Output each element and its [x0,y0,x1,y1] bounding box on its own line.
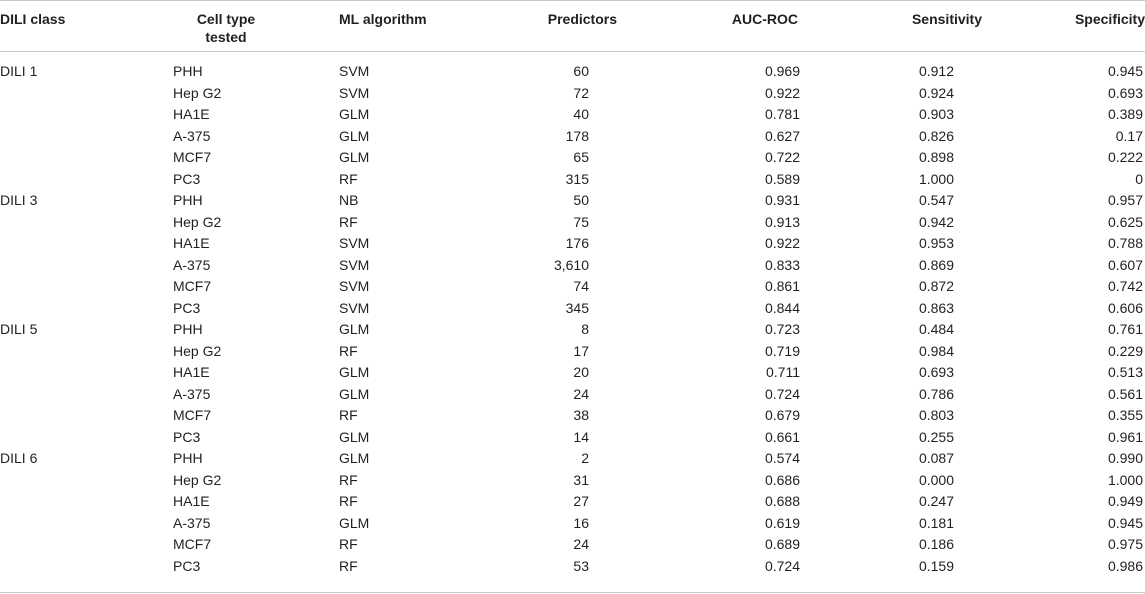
cell-cell-type: HA1E [173,364,210,380]
header-cell-type-line1: Cell type [196,11,256,27]
header-ml-algorithm: ML algorithm [339,1,506,52]
table-row [0,147,1145,169]
cell-sensitivity: 0.000 [918,471,954,488]
cell-sensitivity: 0.869 [918,256,954,273]
cell-specificity: 0 [1135,170,1143,187]
cell-dili-class [0,169,173,191]
table-row [0,427,1145,449]
cell-dili-class: DILI 3 [0,192,38,208]
cell-predictors: 8 [581,321,589,337]
cell-ml-algorithm: SVM [339,278,370,294]
cell-sensitivity: 0.693 [918,364,954,380]
cell-specificity: 0.389 [1107,106,1143,122]
cell-specificity: 0.693 [1107,84,1143,101]
cell-sensitivity: 0.953 [918,235,954,251]
cell-specificity: 0.957 [1107,192,1143,208]
cell-dili-class [0,534,173,556]
cell-cell-type: Hep G2 [173,84,222,101]
cell-ml-algorithm: GLM [339,106,370,122]
cell-dili-class [0,126,173,148]
cell-ml-algorithm: NB [339,192,359,208]
cell-sensitivity: 0.186 [918,536,954,552]
cell-ml-algorithm: RF [339,493,358,509]
cell-predictors: 24 [573,385,589,402]
cell-ml-algorithm: RF [339,557,358,574]
cell-predictors: 345 [565,299,589,316]
cell-ml-algorithm: GLM [339,385,370,402]
cell-cell-type: Hep G2 [173,342,222,359]
cell-cell-type: HA1E [173,106,210,122]
cell-auc-roc: 0.719 [764,342,800,359]
cell-cell-type: MCF7 [173,278,212,294]
cell-specificity: 0.606 [1107,299,1143,316]
cell-cell-type: PC3 [173,170,201,187]
cell-specificity: 0.561 [1107,385,1143,402]
cell-sensitivity: 0.547 [918,192,954,208]
cell-ml-algorithm: RF [339,342,358,359]
cell-ml-algorithm: RF [339,471,358,488]
cell-auc-roc: 0.661 [764,428,800,445]
table-row [0,104,1145,126]
cell-predictors: 40 [573,106,589,122]
table-row [0,233,1145,255]
cell-sensitivity: 0.255 [918,428,954,445]
cell-predictors: 315 [565,170,589,187]
cell-auc-roc: 0.619 [764,514,800,531]
cell-sensitivity: 0.924 [918,84,954,101]
cell-specificity: 0.990 [1107,450,1143,466]
cell-sensitivity: 0.826 [918,127,954,144]
cell-dili-class [0,405,173,427]
table-row [0,298,1145,320]
cell-ml-algorithm: RF [339,213,358,230]
cell-auc-roc: 0.574 [764,450,800,466]
cell-sensitivity: 0.912 [918,63,954,79]
cell-specificity: 0.761 [1107,321,1143,337]
cell-dili-class [0,427,173,449]
cell-auc-roc: 0.931 [764,192,800,208]
header-auc-roc: AUC-ROC [663,1,853,52]
cell-predictors: 24 [573,536,589,552]
cell-predictors: 17 [573,342,589,359]
cell-ml-algorithm: SVM [339,256,370,273]
cell-specificity: 0.17 [1115,127,1143,144]
table-row [0,405,1145,427]
cell-predictors: 38 [573,407,589,423]
header-specificity: Specificity [1013,1,1145,52]
header-cell-type [173,1,339,52]
cell-sensitivity: 0.898 [918,149,954,165]
cell-auc-roc: 0.627 [764,127,800,144]
cell-dili-class [0,384,173,406]
table-row [0,341,1145,363]
cell-auc-roc: 0.781 [764,106,800,122]
cell-ml-algorithm: GLM [339,450,370,466]
cell-auc-roc: 0.689 [764,536,800,552]
cell-predictors: 3,610 [553,256,589,273]
cell-specificity: 0.625 [1107,213,1143,230]
cell-predictors: 72 [573,84,589,101]
cell-auc-roc: 0.844 [764,299,800,316]
cell-cell-type: PHH [173,192,203,208]
cell-specificity: 0.949 [1107,493,1143,509]
cell-auc-roc: 0.922 [764,235,800,251]
cell-predictors: 60 [573,63,589,79]
cell-dili-class [0,298,173,320]
table-row [0,534,1145,556]
cell-ml-algorithm: GLM [339,321,370,337]
cell-predictors: 31 [573,471,589,488]
cell-auc-roc: 0.686 [764,471,800,488]
cell-cell-type: PC3 [173,557,201,574]
cell-dili-class [0,470,173,492]
cell-predictors: 27 [573,493,589,509]
cell-dili-class: DILI 6 [0,450,38,466]
cell-dili-class [0,556,173,578]
cell-cell-type: Hep G2 [173,471,222,488]
cell-cell-type: A-375 [173,514,211,531]
cell-dili-class [0,362,173,384]
cell-predictors: 16 [573,514,589,531]
cell-ml-algorithm: GLM [339,428,370,445]
table-row [0,513,1145,535]
cell-specificity: 0.742 [1107,278,1143,294]
table-row [0,362,1145,384]
cell-cell-type: MCF7 [173,149,212,165]
cell-auc-roc: 0.861 [764,278,800,294]
cell-cell-type: A-375 [173,385,211,402]
cell-ml-algorithm: RF [339,407,358,423]
table-row [0,384,1145,406]
cell-cell-type: MCF7 [173,407,212,423]
cell-predictors: 75 [573,213,589,230]
table-row [0,470,1145,492]
cell-predictors: 14 [573,428,589,445]
cell-auc-roc: 0.723 [764,321,800,337]
cell-predictors: 65 [573,149,589,165]
cell-sensitivity: 0.903 [918,106,954,122]
cell-cell-type: PHH [173,63,203,79]
cell-ml-algorithm: SVM [339,63,370,79]
cell-ml-algorithm: RF [339,536,358,552]
cell-dili-class: DILI 1 [0,63,38,79]
table-bottom-rule [0,592,1145,593]
header-cell-type-line2: tested [205,29,247,45]
cell-sensitivity: 0.484 [918,321,954,337]
cell-ml-algorithm: SVM [339,235,370,251]
cell-cell-type: MCF7 [173,536,212,552]
cell-auc-roc: 0.913 [764,213,800,230]
cell-specificity: 0.961 [1107,428,1143,445]
header-row [0,1,1145,52]
table-row [0,276,1145,298]
cell-specificity: 1.000 [1107,471,1143,488]
cell-dili-class [0,276,173,298]
cell-dili-class [0,212,173,234]
cell-cell-type: A-375 [173,256,211,273]
cell-auc-roc: 0.969 [764,63,800,79]
cell-specificity: 0.788 [1107,235,1143,251]
header-sensitivity: Sensitivity [853,1,1013,52]
cell-dili-class [0,255,173,277]
table-row [0,169,1145,191]
cell-specificity: 0.986 [1107,557,1143,574]
cell-sensitivity: 0.786 [918,385,954,402]
cell-predictors: 2 [581,450,589,466]
cell-specificity: 0.945 [1107,514,1143,531]
cell-dili-class [0,147,173,169]
table-row [0,52,1145,83]
cell-specificity: 0.607 [1107,256,1143,273]
cell-sensitivity: 0.181 [918,514,954,531]
cell-sensitivity: 0.247 [918,493,954,509]
cell-ml-algorithm: GLM [339,364,370,380]
cell-predictors: 53 [573,557,589,574]
cell-sensitivity: 0.159 [918,557,954,574]
cell-ml-algorithm: SVM [339,299,370,316]
cell-auc-roc: 0.679 [764,407,800,423]
cell-predictors: 178 [565,127,589,144]
cell-ml-algorithm: GLM [339,149,370,165]
cell-specificity: 0.945 [1107,63,1143,79]
cell-auc-roc: 0.922 [764,84,800,101]
cell-dili-class [0,83,173,105]
cell-cell-type: Hep G2 [173,213,222,230]
cell-ml-algorithm: GLM [339,514,370,531]
header-dili-class: DILI class [0,1,173,52]
cell-predictors: 50 [573,192,589,208]
table-row [0,319,1145,341]
table-row [0,190,1145,212]
cell-specificity: 0.513 [1107,364,1143,380]
cell-auc-roc: 0.833 [764,256,800,273]
cell-sensitivity: 0.803 [918,407,954,423]
table-row [0,556,1145,578]
cell-predictors: 20 [573,364,589,380]
cell-sensitivity: 0.984 [918,342,954,359]
cell-auc-roc: 0.722 [764,149,800,165]
cell-sensitivity: 1.000 [918,170,954,187]
cell-specificity: 0.222 [1107,149,1143,165]
cell-dili-class [0,341,173,363]
cell-predictors: 74 [573,278,589,294]
cell-ml-algorithm: RF [339,170,358,187]
cell-cell-type: PHH [173,450,203,466]
cell-cell-type: PC3 [173,299,201,316]
cell-sensitivity: 0.863 [918,299,954,316]
cell-cell-type: PHH [173,321,203,337]
cell-sensitivity: 0.942 [918,213,954,230]
table-body [0,52,1145,578]
table-row [0,212,1145,234]
table-row [0,491,1145,513]
table-row [0,126,1145,148]
cell-auc-roc: 0.724 [764,557,800,574]
cell-dili-class: DILI 5 [0,321,38,337]
table-row [0,448,1145,470]
cell-ml-algorithm: SVM [339,84,370,101]
cell-dili-class [0,513,173,535]
cell-cell-type: PC3 [173,428,201,445]
cell-specificity: 0.229 [1107,342,1143,359]
cell-auc-roc: 0.711 [766,364,800,380]
cell-specificity: 0.355 [1107,407,1143,423]
table-row [0,255,1145,277]
cell-predictors: 176 [565,235,589,251]
cell-cell-type: A-375 [173,127,211,144]
cell-sensitivity: 0.087 [918,450,954,466]
cell-specificity: 0.975 [1107,536,1143,552]
cell-dili-class [0,104,173,126]
table-row [0,83,1145,105]
cell-sensitivity: 0.872 [918,278,954,294]
cell-auc-roc: 0.589 [764,170,800,187]
table-header [0,1,1145,52]
cell-cell-type: HA1E [173,493,210,509]
cell-ml-algorithm: GLM [339,127,370,144]
cell-cell-type: HA1E [173,235,210,251]
cell-dili-class [0,491,173,513]
header-predictors: Predictors [506,1,663,52]
cell-auc-roc: 0.724 [764,385,800,402]
cell-auc-roc: 0.688 [764,493,800,509]
cell-dili-class [0,233,173,255]
